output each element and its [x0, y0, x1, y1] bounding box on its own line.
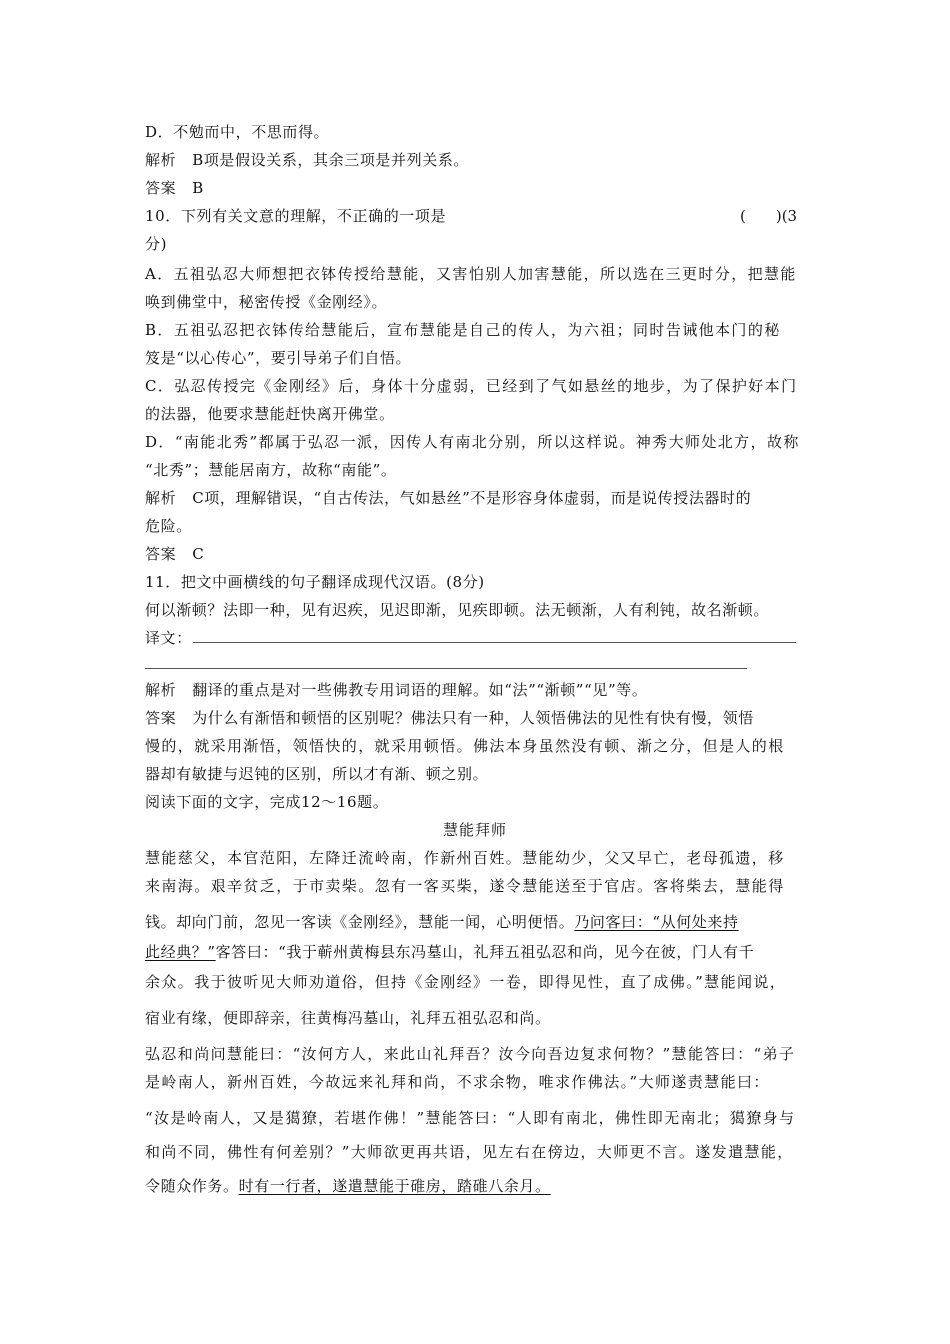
- reading-instruction: 阅读下面的文字，完成12～16题。: [145, 793, 389, 811]
- passage-text: 令随众作务。: [145, 1177, 239, 1195]
- translation-label: 译文：: [145, 629, 192, 647]
- answer-blank-line-2: [145, 668, 747, 669]
- passage-line-10: 和尚不同，佛性有何差别？”大师欲更再共语，见左右在傍边，大师更不言。遂发遣慧能，: [145, 1143, 794, 1161]
- analysis-text: B项是假设关系，其余三项是并列关系。: [192, 151, 470, 169]
- passage-line-6: 宿业有缘，便即辞亲，往黄梅冯墓山，礼拜五祖弘忍和尚。: [145, 1009, 551, 1027]
- option-b-line-2: 笈是“以心传心”，要引导弟子们自悟。: [145, 349, 412, 367]
- option-d2-line-1: D．“南能北秀”都属于弘忍一派，因传人有南北分别，所以这样说。神秀大师处北方，故称: [145, 433, 800, 451]
- passage-line-9: “汝是岭南人，又是獦獠，若堪作佛！”慧能答曰：“人即有南北，佛性即无南北；獦獠身与: [145, 1109, 796, 1127]
- answer-10-line: [145, 544, 204, 564]
- option-a-line-2: 唤到佛堂中，秘密传授《金刚经》。: [145, 293, 388, 311]
- analysis-label: 解析: [145, 151, 177, 169]
- answer-11-line: [145, 708, 754, 728]
- passage-line-8: 是岭南人，新州百姓，今故远来礼拜和尚，不求余物，唯求作佛法。”大师遂责慧能曰：: [145, 1073, 770, 1091]
- question-10-score-cont: 分): [145, 235, 168, 253]
- analysis-11-text: 翻译的重点是对一些佛教专用词语的理解。如“法”“渐顿”“见”等。: [192, 681, 648, 699]
- question-10-line: 10．下列有关文意的理解，不正确的一项是: [145, 207, 447, 225]
- passage-line-3: [145, 912, 739, 932]
- passage-line-1: 慧能慈父，本官范阳，左降迁流岭南，作新州百姓。慧能幼少，父又早亡，老母孤遗，移: [145, 849, 785, 867]
- answer-line: [145, 178, 204, 198]
- underlined-sentence: 此经典？”: [145, 943, 216, 961]
- passage-title: 慧能拜师: [442, 821, 507, 839]
- question-10-score: ( )(3: [740, 207, 798, 225]
- answer-label: 答案: [145, 709, 177, 727]
- question-11-source: 何以渐顿？法即一种，见有迟疾，见迟即渐，见疾即顿。法无顿渐，人有利钝，故名渐顿。: [145, 601, 770, 619]
- option-c-line-1: C．弘忍传授完《金刚经》后，身体十分虚弱，已经到了气如悬丝的地步，为了保护好本门: [145, 377, 798, 395]
- answer-label: 答案: [145, 179, 177, 197]
- option-a-line-1: A．五祖弘忍大师想把衣钵传授给慧能，又害怕别人加害慧能，所以选在三更时分，把慧能: [145, 265, 797, 283]
- question-11-line: 11．把文中画横线的句子翻译成现代汉语。(8分): [145, 573, 485, 591]
- analysis-label: 解析: [145, 681, 177, 699]
- option-b-line-1: B．五祖弘忍把衣钵传给慧能后，宣布慧能是自己的传人，为六祖；同时告诫他本门的秘: [145, 321, 781, 339]
- passage-line-7: 弘忍和尚问慧能曰：“汝何方人，来此山礼拜吾？汝今向吾边复求何物？”慧能答曰：“弟子: [145, 1045, 796, 1063]
- underlined-sentence: 乃问客曰：“从何处来持: [574, 913, 739, 931]
- passage-line-4: [145, 942, 754, 962]
- answer-11-line-3: 器却有敏捷与迟钝的区别，所以才有渐、顿之别。: [145, 765, 489, 783]
- passage-line-2: 来南海。艰辛贫乏，于市卖柴。忽有一客买柴，遂令慧能送至于官店。客将柴去，慧能得: [145, 877, 785, 895]
- passage-line-11: [145, 1176, 551, 1196]
- option-d2-line-2: “北秀”；慧能居南方，故称“南能”。: [145, 461, 397, 479]
- analysis-10-cont: 危险。: [145, 517, 192, 535]
- analysis-10-text: C项，理解错误，“自古传法，气如悬丝”不是形容身体虚弱，而是说传授法器时的: [192, 489, 752, 507]
- option-d-line: D．不勉而中，不思而得。: [145, 123, 330, 141]
- underlined-sentence: 时有一行者，遂遣慧能于碓房，踏碓八余月。: [238, 1177, 551, 1195]
- analysis-10-line: [145, 488, 751, 508]
- answer-text: B: [192, 179, 204, 197]
- analysis-11-line: [145, 680, 647, 700]
- analysis-line: [145, 150, 469, 170]
- analysis-label: 解析: [145, 489, 177, 507]
- passage-text: 钱。却向门前，忽见一客读《金刚经》，慧能一闻，心明便悟。: [145, 913, 575, 931]
- answer-blank-line-1: [193, 642, 796, 643]
- answer-label: 答案: [145, 545, 177, 563]
- answer-11-text: 为什么有渐悟和顿悟的区别呢？佛法只有一种，人领悟佛法的见性有快有慢，领悟: [192, 709, 754, 727]
- passage-line-5: 余众。我于彼听见大师劝道俗，但持《金刚经》一卷，即得见性，直了成佛。”慧能闻说，: [145, 973, 787, 991]
- answer-11-line-2: 慢的，就采用渐悟，领悟快的，就采用顿悟。佛法本身虽然没有顿、渐之分，但是人的根: [145, 737, 785, 755]
- passage-text: 客答曰：“我于蕲州黄梅县东冯墓山，礼拜五祖弘忍和尚，见今在彼，门人有千: [215, 943, 755, 961]
- option-c-line-2: 的法器，他要求慧能赶快离开佛堂。: [145, 405, 395, 423]
- answer-10-text: C: [192, 545, 205, 563]
